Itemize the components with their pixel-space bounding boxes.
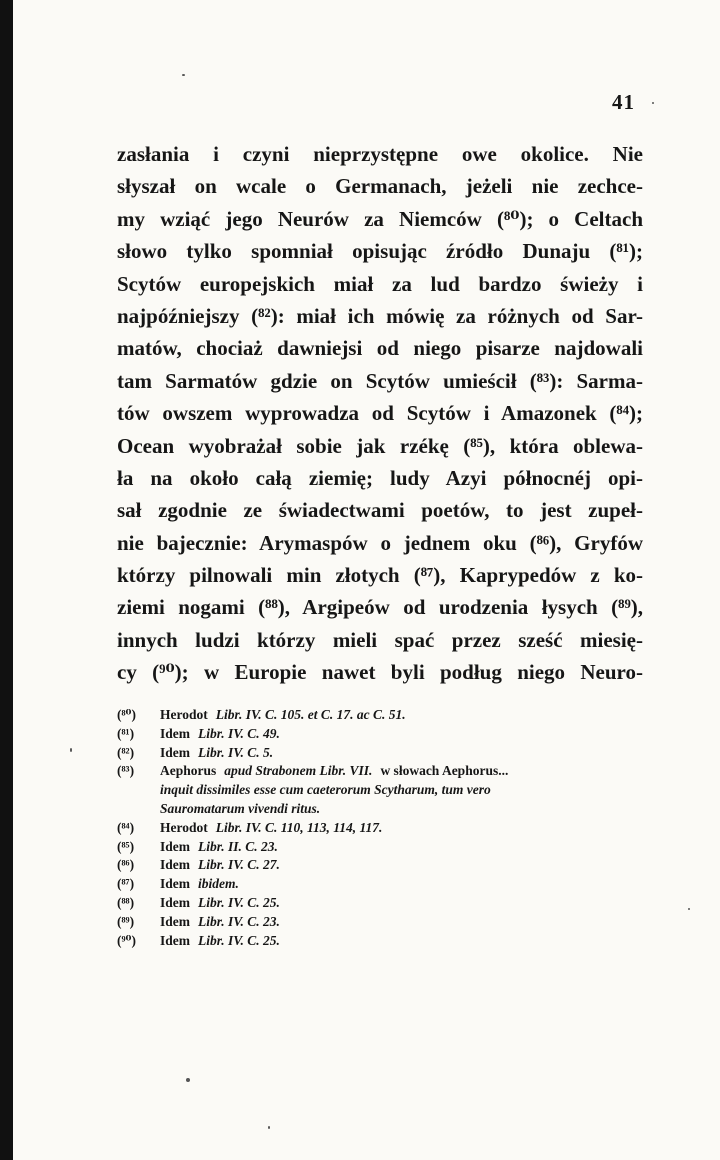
- text-line: którzy pilnowali min złotych (⁸⁷), Kaprypedów z ko-: [117, 563, 643, 588]
- footnote-ref: (⁸³): [117, 763, 135, 779]
- footnote-author: Idem: [160, 913, 190, 929]
- footnote-extra: w słowach Aephorus...: [380, 763, 509, 779]
- footnote-citation: Libr. IV. C. 25.: [198, 932, 280, 948]
- footnote: [117, 706, 647, 725]
- footnote-citation: Libr. IV. C. 105. et C. 17. ac C. 51.: [215, 707, 406, 722]
- footnote-author: Aephorus: [160, 763, 217, 779]
- footnote-ref: (⁸⁵): [117, 838, 135, 854]
- footnote-citation: Libr. IV. C. 5.: [198, 744, 274, 760]
- footnote-continuation: [117, 781, 647, 800]
- footnote-citation: Libr. IV. C. 25.: [198, 894, 280, 910]
- text-line: słowo tylko spomniał opisując źródło Dunaju (⁸¹);: [117, 239, 643, 264]
- footnote-citation: Libr. IV. C. 23.: [198, 913, 280, 929]
- footnote-ref: (⁸⁶): [117, 857, 135, 873]
- footnote-author: Idem: [160, 932, 190, 948]
- footnote-author: Idem: [160, 894, 190, 910]
- footnote-author: Herodot: [160, 819, 208, 835]
- footnote-ref: (⁸⁸): [117, 894, 135, 910]
- text-line: najpóźniejszy (⁸²): miał ich mówię za różnych od Sar-: [117, 303, 643, 328]
- text-line: ła na około całą ziemię; ludy Azyi północnéj opi-: [117, 465, 643, 490]
- main-text: [117, 138, 643, 689]
- text-line: słyszał on wcale o Germanach, jeżeli nie zechce-: [117, 174, 643, 199]
- footnote-citation: Libr. II. C. 23.: [198, 838, 278, 854]
- footnote: [117, 838, 647, 857]
- text-line: my wziąć jego Neurów za Niemców (⁸⁰); o Celtach: [117, 206, 643, 231]
- paper-speck: [652, 102, 654, 104]
- footnote-ref: (⁸⁴): [117, 819, 135, 835]
- footnote: [117, 856, 647, 875]
- footnote: [117, 875, 647, 894]
- footnote: [117, 762, 647, 781]
- text-line: sał zgodnie ze świadectwami poetów, to jest zupeł-: [117, 498, 643, 523]
- text-line: cy (⁹⁰); w Europie nawet byli podług niego Neuro-: [117, 660, 643, 685]
- footnote-citation: Libr. IV. C. 27.: [198, 857, 280, 873]
- footnote-ref: (⁸¹): [117, 725, 135, 741]
- text-line: innych ludzi którzy mieli spać przez sześć miesię-: [117, 627, 643, 652]
- text-line: matów, chociaż dawniejsi od niego pisarze najdowali: [117, 336, 643, 361]
- paper-speck: [186, 1078, 190, 1082]
- text-line: zasłania i czyni nieprzystępne owe okolice. Nie: [117, 142, 643, 166]
- paper-speck: [688, 908, 690, 910]
- footnote-author: Idem: [160, 857, 190, 873]
- footnote-citation: Libr. IV. C. 49.: [198, 725, 280, 741]
- footnote: [117, 725, 647, 744]
- text-line: Ocean wyobrażał sobie jak rzékę (⁸⁵), która oblewa-: [117, 433, 643, 458]
- footnote: [117, 819, 647, 838]
- text-line: Scytów europejskich miał za lud bardzo świeży i: [117, 271, 643, 296]
- footnote: [117, 913, 647, 932]
- footnote-author: Herodot: [160, 707, 208, 722]
- footnote-citation: Sauromatarum vivendi ritus.: [160, 800, 321, 816]
- footnote-author: Idem: [160, 725, 190, 741]
- footnote-citation: Libr. IV. C. 110, 113, 114, 117.: [215, 819, 383, 835]
- footnote-ref: (⁹⁰): [117, 932, 136, 948]
- footnote-continuation: [117, 800, 647, 819]
- footnote-citation: inquit dissimiles esse cum caeterorum Scytharum, tum vero: [160, 782, 491, 798]
- footnote-citation: ibidem.: [198, 876, 239, 892]
- text-line: ziemi nogami (⁸⁸), Argipeów od urodzenia łysych (⁸⁹),: [117, 595, 643, 620]
- footnotes: [117, 706, 647, 950]
- footnote: [117, 744, 647, 763]
- footnote-ref: (⁸²): [117, 744, 135, 760]
- binding-edge: [0, 0, 13, 1160]
- footnote-author: Idem: [160, 876, 190, 892]
- paper-speck: [182, 74, 185, 76]
- text-line: nie bajecznie: Arymaspów o jednem oku (⁸⁶), Gryfów: [117, 530, 643, 555]
- footnote-ref: (⁸⁷): [117, 876, 135, 892]
- footnote-ref: (⁸⁰): [117, 707, 136, 722]
- page-number: 41: [612, 90, 635, 114]
- footnote-author: Idem: [160, 838, 190, 854]
- text-line: tów owszem wyprowadza od Scytów i Amazonek (⁸⁴);: [117, 401, 643, 426]
- footnote: [117, 894, 647, 913]
- footnote: [117, 932, 647, 951]
- paper-speck: [70, 748, 72, 752]
- paper-speck: [268, 1126, 270, 1129]
- footnote-ref: (⁸⁹): [117, 913, 135, 929]
- text-line: tam Sarmatów gdzie on Scytów umieścił (⁸³): Sarma-: [117, 368, 643, 393]
- footnote-author: Idem: [160, 744, 190, 760]
- footnote-citation: apud Strabonem Libr. VII.: [224, 763, 373, 779]
